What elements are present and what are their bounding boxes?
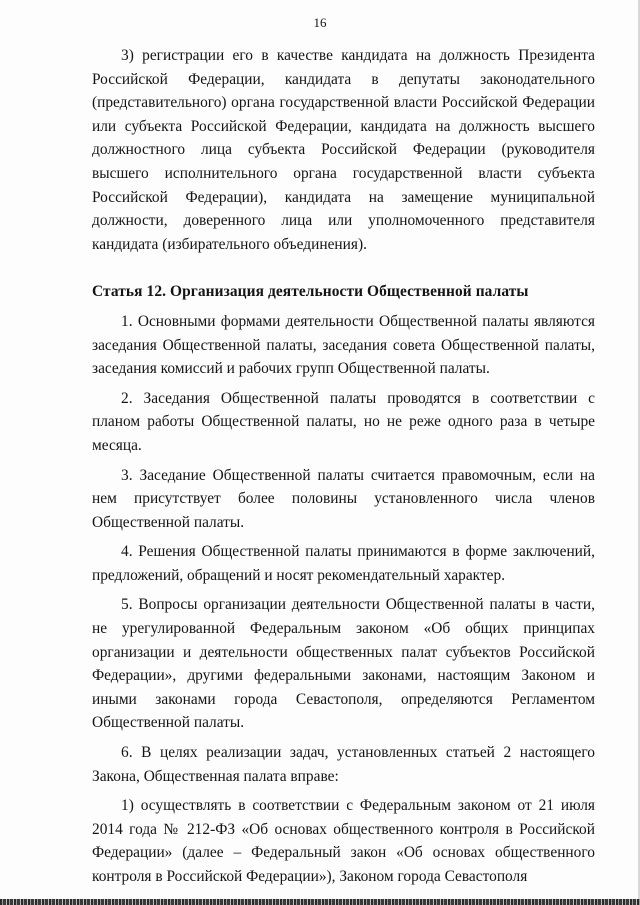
paragraph-2: 2. Заседания Общественной палаты проводятся в соответствии с планом работы Общественной палаты, но не реже одного раза в четыре месяца. bbox=[92, 389, 595, 454]
paragraph-1: 1. Основными формами деятельности Общественной палаты являются заседания Общественной палаты, заседания совета Общественной палаты, заседания комиссий и рабочих групп Общественной палаты. bbox=[92, 312, 595, 378]
page-number: 16 bbox=[313, 15, 327, 30]
paragraph-4: 4. Решения Общественной палаты принимаются в форме заключений, предложений, обращений и носят рекомендательный характер. bbox=[92, 543, 595, 584]
paragraph-6: 6. В целях реализации задач, установленных статьей 2 настоящего Закона, Общественная палата вправе: bbox=[92, 744, 595, 785]
paragraph-6-item-1: 1) осуществлять в соответствии с Федеральным законом от 21 июля 2014 года № 212-ФЗ «Об основах общественного контроля в Российской Федерации» (далее – Федеральный закон «Об основах общественного контроля в Российской Федерации»), Законом города Севастополя bbox=[92, 797, 595, 885]
document-body bbox=[92, 44, 595, 889]
paragraph-3: 3. Заседание Общественной палаты считается правомочным, если на нем присутствует более половины установленного числа членов Общественной палаты. bbox=[92, 466, 595, 531]
paragraph-item-3: 3) регистрации его в качестве кандидата на должность Президента Российской Федерации, кандидата в депутаты законодательного (представительного) органа государственной власти Российской Федерации или субъекта Российской Федерации, кандидата на должность высшего должностного лица субъекта Российской Федерации (руководителя высшего исполнительного органа государственной власти субъекта Российской Федерации), кандидата на замещение муниципальной должности, доверенного лица или уполномоченного представителя кандидата (избирательного объединения). bbox=[92, 47, 595, 253]
scan-edge-bottom bbox=[0, 899, 640, 905]
article-heading: Статья 12. Организация деятельности Общественной палаты bbox=[92, 283, 529, 301]
paragraph-5: 5. Вопросы организации деятельности Общественной палаты в части, не урегулированной Федеральным законом «Об общих принципах организации и деятельности общественных палат субъектов Российской Федерации», другими федеральными законами, настоящим Законом и иными законами города Севастополя, определяются Регламентом Общественной палаты. bbox=[92, 596, 595, 732]
